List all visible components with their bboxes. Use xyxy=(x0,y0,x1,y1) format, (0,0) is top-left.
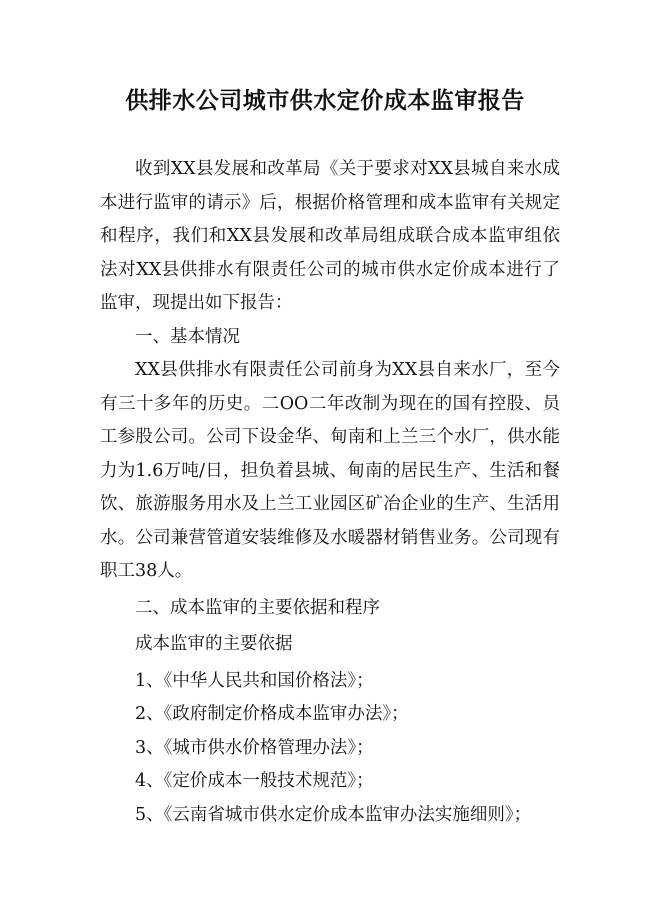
document-body xyxy=(100,153,560,832)
intro-paragraph: 收到XX县发展和改革局《关于要求对XX县城自来水成本进行监审的请示》后，根据价格管理和成本监审有关规定和程序，我们和XX县发展和改革局组成联合成本监审组依法对XX县供排水有限责任公司的城市供水定价成本进行了监审，现提出如下报告： xyxy=(100,159,560,313)
section-2-heading: 二、成本监审的主要依据和程序 xyxy=(135,597,380,618)
list-item: 4、《定价成本一般技术规范》； xyxy=(135,771,374,791)
basis-list xyxy=(100,665,560,833)
list-item: 1、《中华人民共和国价格法》； xyxy=(135,670,374,691)
section-1-heading: 一、基本情况 xyxy=(135,326,240,347)
basis-title: 成本监审的主要依据 xyxy=(135,634,293,654)
section-1-paragraph: XX县供排水有限责任公司前身为XX县自来水厂，至今有三十多年的历史。二OO二年改制为现在的国有控股、员工参股公司。公司下设金华、甸南和上兰三个水厂，供水能力为1.6万吨/日，担负着县城、甸南的居民生产、生活和餐饮、旅游服务用水及上兰工业园区矿冶企业的生产、生活用水。公司兼营管道安装维修及水暖器材销售业务。公司现有职工38人。 xyxy=(100,360,560,581)
list-item: 3、《城市供水价格管理办法》； xyxy=(135,737,374,758)
list-item: 5、《云南省城市供水定价成本监审办法实施细则》； xyxy=(135,804,532,825)
list-item: 2、《政府制定价格成本监审办法》； xyxy=(135,704,409,724)
document-title: 供排水公司城市供水定价成本监审报告 xyxy=(125,88,525,114)
